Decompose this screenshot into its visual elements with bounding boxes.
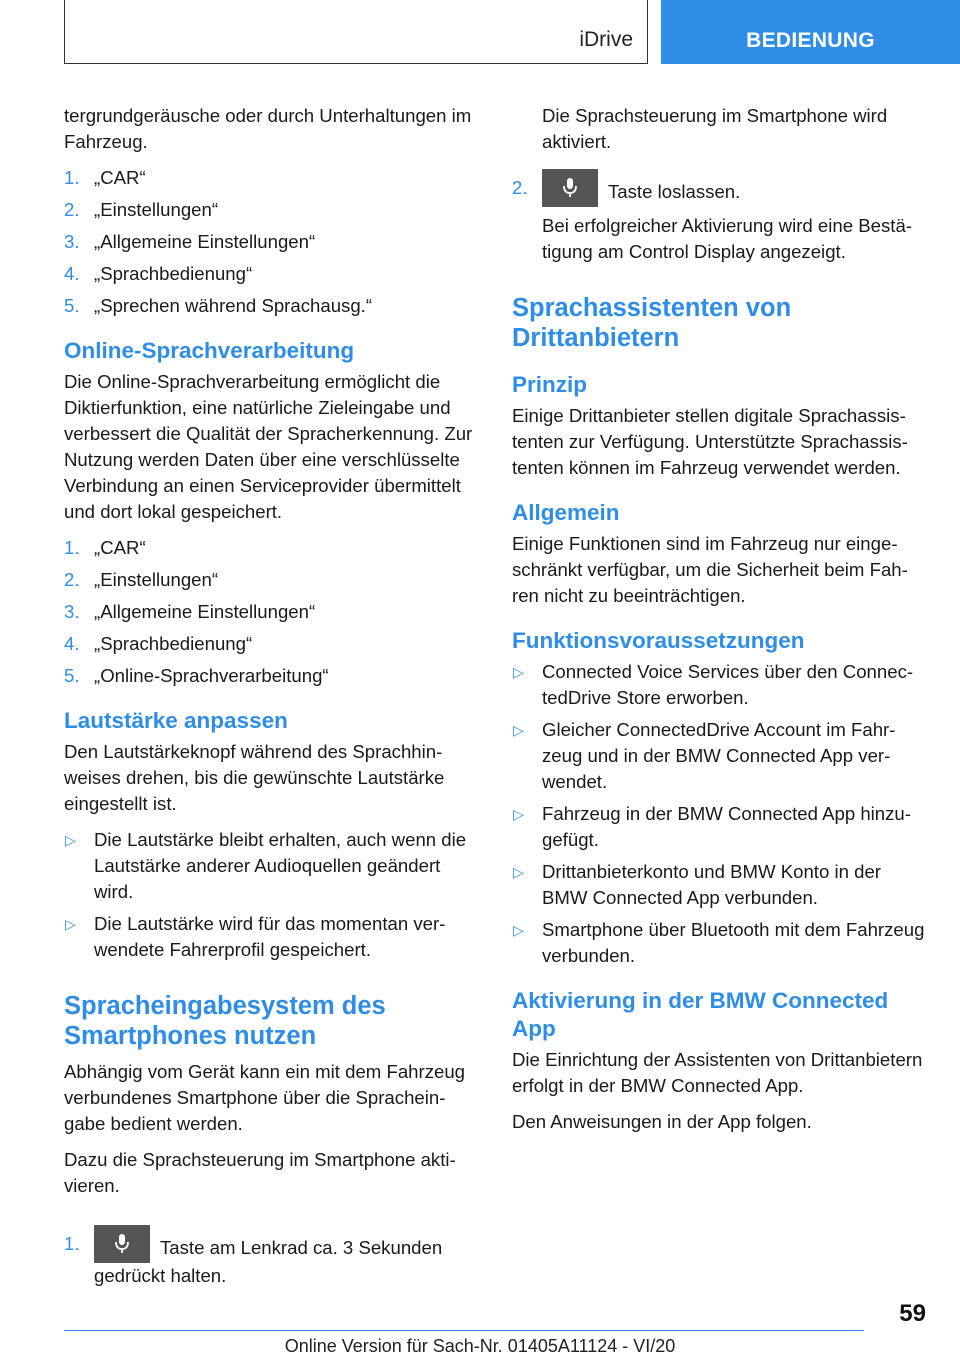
list-item: ▷ Die Lautstärke wird für das momentan verwendete Fahrerprofil gespeichert. xyxy=(65,913,446,960)
list-number: 1. xyxy=(64,537,80,558)
list-item: 1. Taste am Lenkrad ca. 3 Sekunden gedrückt halten. xyxy=(64,1221,476,1289)
smartphone-steps-cont xyxy=(512,165,926,207)
list-number: 1. xyxy=(64,167,80,188)
list-number: 3. xyxy=(64,231,80,252)
list-item: 2. Taste loslassen. xyxy=(512,165,926,207)
list-number: 2. xyxy=(64,569,80,590)
list-item: 1. „CAR“ xyxy=(64,165,476,191)
bullet-marker-icon: ▷ xyxy=(513,722,524,738)
microphone-icon xyxy=(94,1225,150,1263)
list-item: 5. „Online-Sprachverarbeitung“ xyxy=(64,663,476,689)
list-item: 2. „Einstellungen“ xyxy=(64,197,476,223)
header-section: iDrive xyxy=(579,28,633,51)
list-item: 4. „Sprachbedienung“ xyxy=(64,261,476,287)
list-item: ▷ Fahrzeug in der BMW Connected App hinzugefügt. xyxy=(513,803,911,850)
smartphone-text-2: Dazu die Sprachsteuerung im Smartphone aktivieren. xyxy=(64,1149,456,1196)
smartphone-heading: Spracheingabesystem des Smartphones nutzen xyxy=(64,992,386,1050)
left-column xyxy=(64,103,476,1295)
header-section-box xyxy=(64,0,648,64)
list-number: 3. xyxy=(64,601,80,622)
list-number: 2. xyxy=(64,199,80,220)
list-number: 2. xyxy=(512,177,528,198)
volume-bullets xyxy=(64,827,476,963)
list-number: 4. xyxy=(64,263,80,284)
footer-divider xyxy=(64,1330,864,1331)
list-number: 5. xyxy=(64,295,80,316)
footer-text: Online Version für Sach-Nr. 01405A11124 - VI/20 xyxy=(284,1336,676,1356)
list-item: 3. „Allgemeine Einstellungen“ xyxy=(64,229,476,255)
header-chapter-tab xyxy=(661,0,960,64)
step1-continued: Die Sprachsteuerung im Smartphone wird aktiviert. xyxy=(542,105,888,152)
requirements-heading: Funktionsvoraussetzungen xyxy=(512,628,805,653)
list-number: 1. xyxy=(64,1233,80,1254)
general-text: Einige Funktionen sind im Fahrzeug nur eingeschränkt verfügbar, um die Sicherheit beim Fahren nicht zu beeinträchtigen. xyxy=(512,533,908,606)
list-item: ▷ Connected Voice Services über den ConnectedDrive Store erworben. xyxy=(513,661,914,708)
menu-path-list-1 xyxy=(64,165,476,319)
page-number: 59 xyxy=(899,1300,926,1327)
list-item: 3. „Allgemeine Einstellungen“ xyxy=(64,599,476,625)
list-item: 5. „Sprechen während Sprachausg.“ xyxy=(64,293,476,319)
volume-heading: Lautstärke anpassen xyxy=(64,708,288,733)
bullet-marker-icon: ▷ xyxy=(513,806,524,822)
bullet-marker-icon: ▷ xyxy=(65,832,76,848)
bullet-marker-icon: ▷ xyxy=(65,916,76,932)
right-column xyxy=(512,103,926,1145)
activation-heading: Aktivierung in der BMW Connected App xyxy=(512,988,889,1041)
list-number: 5. xyxy=(64,665,80,686)
online-text: Die Online-Sprachverarbeitung ermöglicht die Diktierfunktion, eine natürliche Zieleingabe und verbessert die Qualität der Spracherkennung. Zur Nutzung werden Daten über eine verschlüsselte Verbindung an einen Serviceprovider übermittelt und dort lokal gespeichert. xyxy=(64,371,473,522)
volume-text: Den Lautstärkeknopf während des Sprachhinweises drehen, bis die gewünschte Lautstärke eingestellt ist. xyxy=(64,741,445,814)
requirements-bullets xyxy=(512,659,926,969)
activation-text-2: Den Anweisungen in der App folgen. xyxy=(512,1111,812,1132)
principle-heading: Prinzip xyxy=(512,372,588,397)
step2-text: Bei erfolgreicher Aktivierung wird eine Bestätigung am Control Display angezeigt. xyxy=(542,215,912,262)
list-number: 4. xyxy=(64,633,80,654)
bullet-marker-icon: ▷ xyxy=(513,922,524,938)
activation-text-1: Die Einrichtung der Assistenten von Drittanbietern erfolgt in der BMW Connected App. xyxy=(512,1049,923,1096)
principle-text: Einige Drittanbieter stellen digitale Sprachassistenten zur Verfügung. Unterstützte Sprachassistenten können im Fahrzeug verwendet werden. xyxy=(512,405,908,478)
list-item: 2. „Einstellungen“ xyxy=(64,567,476,593)
list-item: 4. „Sprachbedienung“ xyxy=(64,631,476,657)
list-item: ▷ Smartphone über Bluetooth mit dem Fahrzeug verbunden. xyxy=(513,919,925,966)
menu-path-list-2 xyxy=(64,535,476,689)
list-item: ▷ Die Lautstärke bleibt erhalten, auch wenn die Lautstärke anderer Audioquellen geändert wird. xyxy=(65,829,467,902)
bullet-marker-icon: ▷ xyxy=(513,664,524,680)
list-item: 1. „CAR“ xyxy=(64,535,476,561)
header-chapter: BEDIENUNG xyxy=(746,29,875,52)
third-party-heading: Sprachassistenten von Drittanbietern xyxy=(512,294,792,352)
list-item: ▷ Drittanbieterkonto und BMW Konto in der BMW Connected App verbunden. xyxy=(513,861,881,908)
microphone-icon xyxy=(542,169,598,207)
smartphone-text-1: Abhängig vom Gerät kann ein mit dem Fahrzeug verbundenes Smartphone über die Spracheingabe bedient werden. xyxy=(64,1061,466,1134)
bullet-marker-icon: ▷ xyxy=(513,864,524,880)
online-heading: Online-Sprachverarbeitung xyxy=(64,338,355,363)
general-heading: Allgemein xyxy=(512,500,620,525)
intro-text: tergrundgeräusche oder durch Unterhaltungen im Fahrzeug. xyxy=(64,105,472,152)
list-item: ▷ Gleicher ConnectedDrive Account im Fahrzeug und in der BMW Connected App verwendet. xyxy=(513,719,896,792)
smartphone-steps xyxy=(64,1221,476,1289)
